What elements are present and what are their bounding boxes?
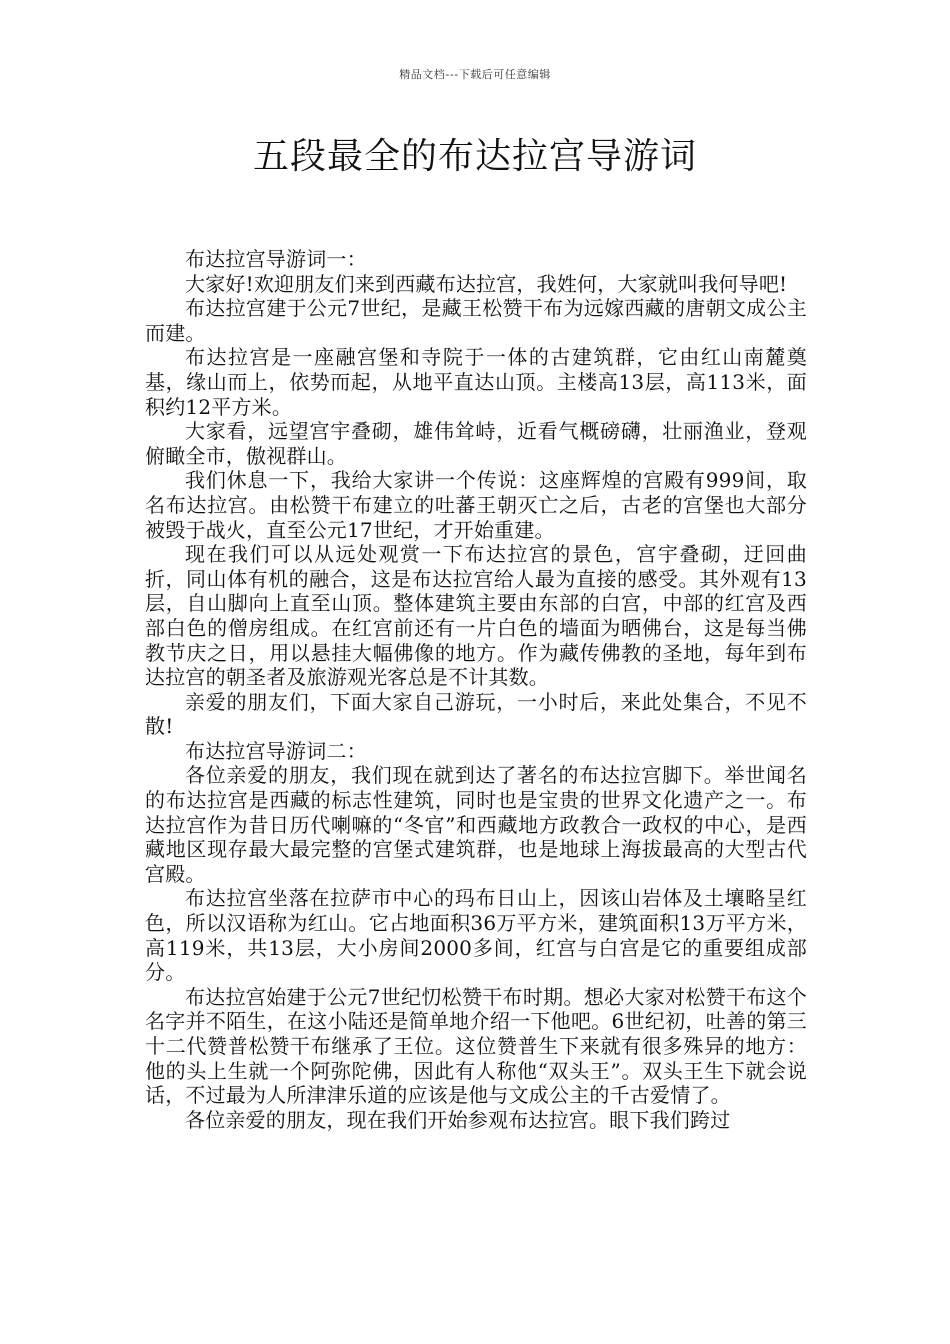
paragraph: 大家看，远望宫宇叠砌，雄伟耸峙，近看气概磅礴，壮丽渔业，登观俯瞰全市，傲视群山。 (145, 419, 807, 468)
paragraph: 布达拉宫导游词一： (185, 247, 367, 271)
paragraph: 我们休息一下，我给大家讲一个传说：这座辉煌的宫殿有999间，取名布达拉宫。由松赞干布建立的吐蕃王朝灭亡之后，古老的宫堡也大部分被毁于战火，直至公元17世纪，才开始重建。 (145, 468, 807, 542)
paragraph: 布达拉宫坐落在拉萨市中心的玛布日山上，因该山岩体及土壤略呈红色，所以汉语称为红山。它占地面积36万平方米，建筑面积13万平方米，高119米，共13层，大小房间2000多间，红宫与白宫是它的重要组成部分。 (145, 886, 807, 985)
paragraph: 现在我们可以从远处观赏一下布达拉宫的景色，宫宇叠砌，迂回曲折，同山体有机的融合，这是布达拉宫给人最为直接的感受。其外观有13层，自山脚向上直至山顶。整体建筑主要由东部的白宫，中部的红宫及西部白色的僧房组成。在红宫前还有一片白色的墙面为晒佛台，这是每当佛教节庆之日，用以悬挂大幅佛像的地方。作为藏传佛教的圣地，每年到布达拉宫的朝圣者及旅游观光客总是不计其数。 (145, 542, 807, 690)
paragraph: 大家好!欢迎朋友们来到西藏布达拉宫，我姓何，大家就叫我何导吧! (185, 271, 788, 296)
paragraph: 各位亲爱的朋友，我们现在就到达了著名的布达拉宫脚下。举世闻名的布达拉宫是西藏的标志性建筑，同时也是宝贵的世界文化遗产之一。布达拉宫作为昔日历代喇嘛的“冬官”和西藏地方政教合一政权的中心，是西藏地区现存最大最完整的宫堡式建筑群，也是地球上海拔最高的大型古代宫殿。 (145, 763, 807, 886)
document-body (145, 247, 807, 1132)
paragraph: 布达拉宫是一座融宫堡和寺院于一体的古建筑群，它由红山南麓奠基，缘山而上，依势而起，从地平直达山顶。主楼高13层，高113米，面积约12平方米。 (145, 345, 807, 419)
paragraph: 布达拉宫导游词二： (185, 738, 367, 763)
document-title: 五段最全的布达拉宫导游词 (252, 136, 697, 177)
page-header: 精品文档---下载后可任意编辑 (399, 68, 551, 81)
paragraph: 亲爱的朋友们，下面大家自己游玩，一小时后，来此处集合，不见不散! (145, 689, 807, 739)
paragraph: 布达拉宫始建于公元7世纪忉松赞干布时期。想必大家对松赞干布这个名字并不陌生，在这小陆还是简单地介绍一下他吧。6世纪初，吐善的第三十二代赞普松赞干布继承了王位。这位赞普生下来就有很多殊异的地方：他的头上生就一个阿弥陀佛，因此有人称他“双头王”。双头王生下就会说话，不过最为人所津津乐道的应该是他与文成公主的千古爱情了。 (145, 984, 807, 1108)
paragraph: 布达拉宫建于公元7世纪，是藏王松赞干布为远嫁西藏的唐朝文成公主而建。 (145, 296, 807, 345)
paragraph: 各位亲爱的朋友，现在我们开始参观布达拉宫。眼下我们跨过 (185, 1107, 731, 1132)
